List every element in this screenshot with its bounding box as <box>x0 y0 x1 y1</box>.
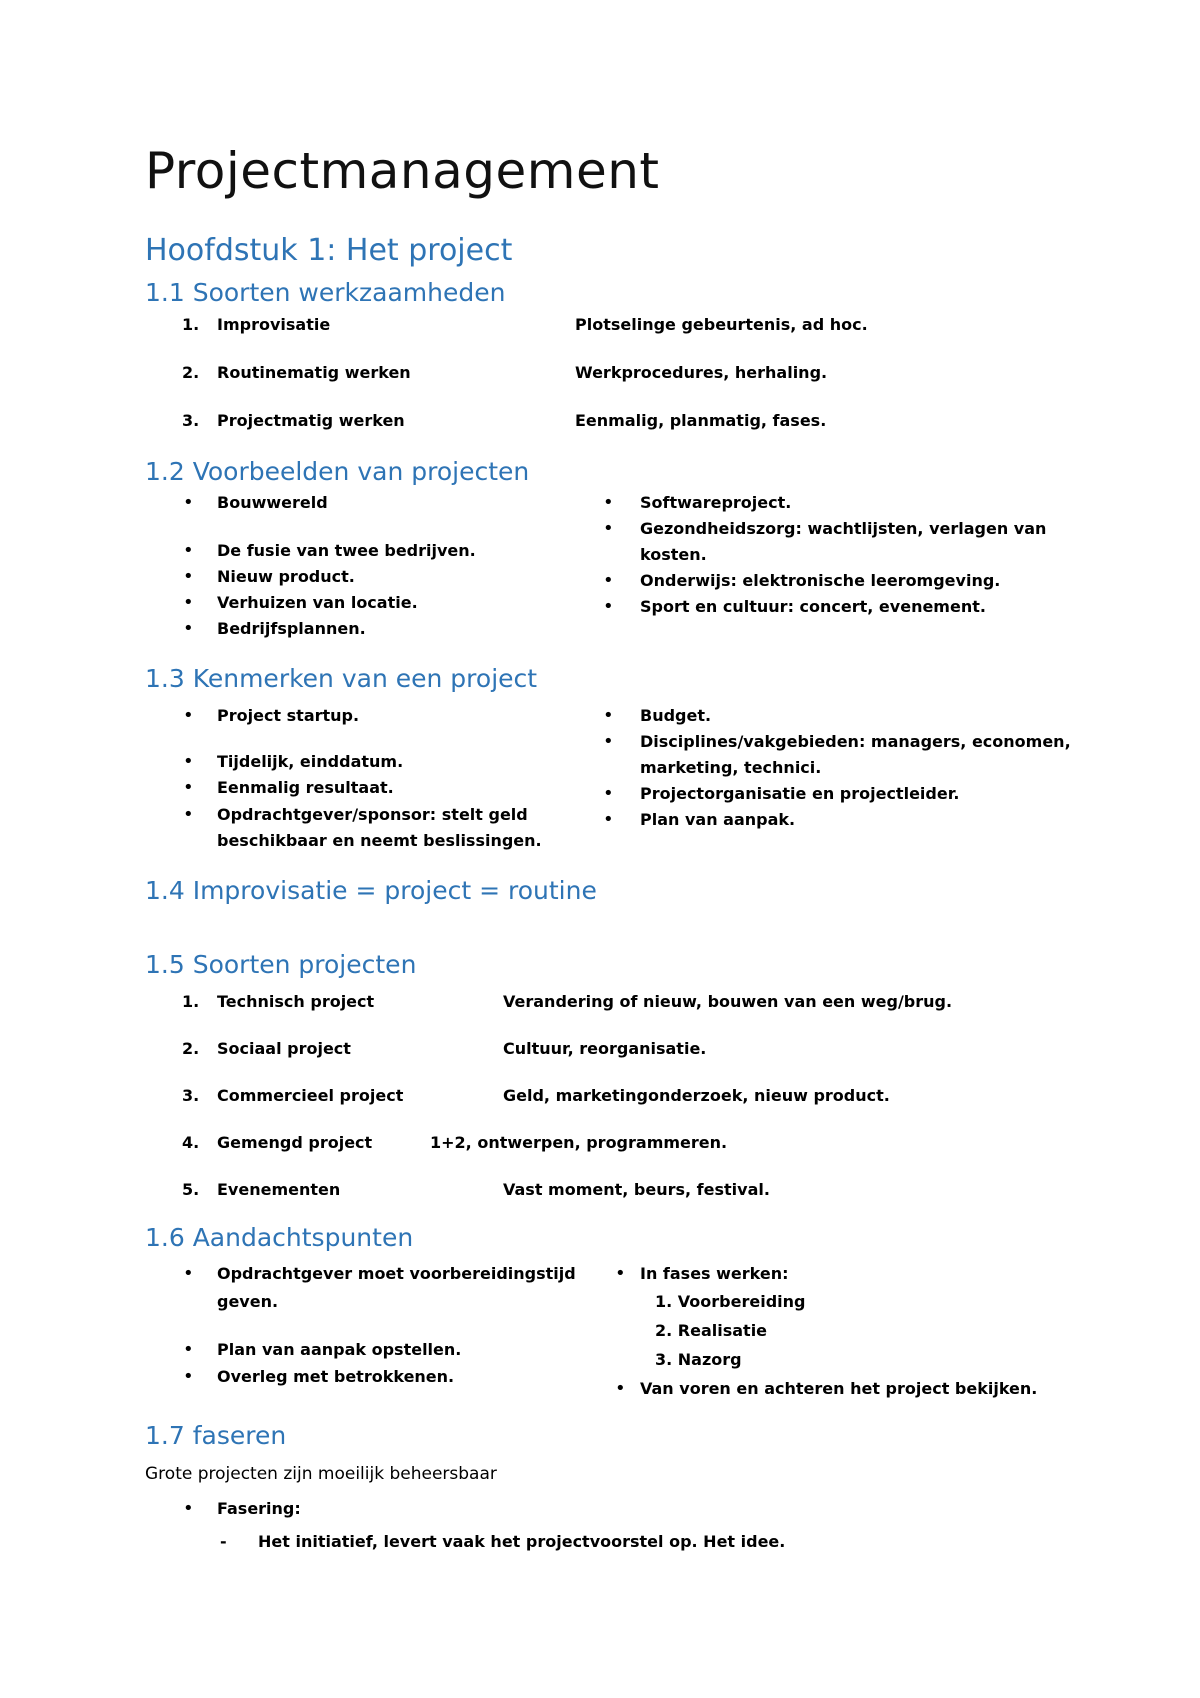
list-number: 1. <box>182 315 200 334</box>
bullet-icon: • <box>603 570 614 591</box>
list-item: Sport en cultuur: concert, evenement. <box>640 597 986 616</box>
bullet-icon: • <box>615 1378 626 1399</box>
list-item: Eenmalig resultaat. <box>217 778 394 797</box>
list-number: 3. <box>182 411 200 430</box>
list-number: 2. <box>182 363 200 382</box>
list-item-continuation: geven. <box>217 1292 279 1311</box>
paragraph: Grote projecten zijn moeilijk beheersbaar <box>145 1464 497 1484</box>
list-number: 3. <box>182 1086 200 1105</box>
section-heading-1-4: 1.4 Improvisatie = project = routine <box>145 876 597 905</box>
list-item-description: Geld, marketingonderzoek, nieuw product. <box>503 1086 890 1105</box>
bullet-icon: • <box>603 518 614 539</box>
list-item: Opdrachtgever/sponsor: stelt geld <box>217 805 528 824</box>
bullet-icon: • <box>183 592 194 613</box>
bullet-icon: • <box>603 809 614 830</box>
list-number: 2. <box>182 1039 200 1058</box>
list-item-term: Improvisatie <box>217 315 331 334</box>
bullet-icon: • <box>183 751 194 772</box>
list-item-description: Cultuur, reorganisatie. <box>503 1039 707 1058</box>
list-item-continuation: kosten. <box>640 545 707 564</box>
phase-item: 3. Nazorg <box>655 1350 742 1369</box>
list-item: Bouwwereld <box>217 493 328 512</box>
bullet-icon: • <box>183 1498 194 1519</box>
bullet-icon: • <box>183 1366 194 1387</box>
list-item: Nieuw product. <box>217 567 355 586</box>
list-item-term: Evenementen <box>217 1180 341 1199</box>
section-heading-1-2: 1.2 Voorbeelden van projecten <box>145 457 530 486</box>
list-item: Projectorganisatie en projectleider. <box>640 784 960 803</box>
dash-icon: - <box>220 1532 227 1551</box>
bullet-icon: • <box>183 705 194 726</box>
list-item-term: Commercieel project <box>217 1086 404 1105</box>
list-item: Gezondheidszorg: wachtlijsten, verlagen van <box>640 519 1047 538</box>
chapter-heading: Hoofdstuk 1: Het project <box>145 233 513 268</box>
list-item: Plan van aanpak opstellen. <box>217 1340 462 1359</box>
list-item: In fases werken: <box>640 1264 789 1283</box>
list-item-term: Projectmatig werken <box>217 411 405 430</box>
list-item: De fusie van twee bedrijven. <box>217 541 476 560</box>
list-item: Softwareproject. <box>640 493 792 512</box>
list-item-term: Sociaal project <box>217 1039 351 1058</box>
phase-item: 2. Realisatie <box>655 1321 768 1340</box>
section-heading-1-6: 1.6 Aandachtspunten <box>145 1223 414 1252</box>
list-number: 5. <box>182 1180 200 1199</box>
bullet-icon: • <box>183 777 194 798</box>
list-item: Opdrachtgever moet voorbereidingstijd <box>217 1264 576 1283</box>
list-item-continuation: beschikbaar en neemt beslissingen. <box>217 831 542 850</box>
bullet-icon: • <box>603 705 614 726</box>
document-title: Projectmanagement <box>145 142 660 200</box>
section-heading-1-5: 1.5 Soorten projecten <box>145 950 417 979</box>
list-number: 4. <box>182 1133 200 1152</box>
list-item: Overleg met betrokkenen. <box>217 1367 455 1386</box>
list-item-description: Verandering of nieuw, bouwen van een weg/brug. <box>503 992 953 1011</box>
bullet-icon: • <box>183 1339 194 1360</box>
list-item-description: 1+2, ontwerpen, programmeren. <box>430 1133 728 1152</box>
list-item: Disciplines/vakgebieden: managers, economen, <box>640 732 1071 751</box>
list-item: Fasering: <box>217 1499 301 1518</box>
list-item-continuation: marketing, technici. <box>640 758 822 777</box>
list-item: Van voren en achteren het project bekijken. <box>640 1379 1038 1398</box>
list-item-term: Technisch project <box>217 992 375 1011</box>
section-heading-1-3: 1.3 Kenmerken van een project <box>145 664 538 693</box>
list-item: Tijdelijk, einddatum. <box>217 752 404 771</box>
list-item-term: Gemengd project <box>217 1133 373 1152</box>
list-item: Verhuizen van locatie. <box>217 593 418 612</box>
bullet-icon: • <box>603 492 614 513</box>
phase-item: 1. Voorbereiding <box>655 1292 806 1311</box>
bullet-icon: • <box>615 1263 626 1284</box>
list-item: Project startup. <box>217 706 360 725</box>
list-item: Plan van aanpak. <box>640 810 796 829</box>
section-heading-1-7: 1.7 faseren <box>145 1421 287 1450</box>
bullet-icon: • <box>183 618 194 639</box>
bullet-icon: • <box>603 596 614 617</box>
list-item: Budget. <box>640 706 712 725</box>
list-item-description: Werkprocedures, herhaling. <box>575 363 828 382</box>
list-item-description: Plotselinge gebeurtenis, ad hoc. <box>575 315 868 334</box>
list-item-description: Eenmalig, planmatig, fases. <box>575 411 827 430</box>
bullet-icon: • <box>603 783 614 804</box>
bullet-icon: • <box>183 566 194 587</box>
section-heading-1-1: 1.1 Soorten werkzaamheden <box>145 278 506 307</box>
list-item-description: Vast moment, beurs, festival. <box>503 1180 770 1199</box>
list-item-term: Routinematig werken <box>217 363 411 382</box>
list-sub-item: Het initiatief, levert vaak het projectvoorstel op. Het idee. <box>258 1532 786 1551</box>
bullet-icon: • <box>183 804 194 825</box>
bullet-icon: • <box>183 1263 194 1284</box>
bullet-icon: • <box>183 492 194 513</box>
list-number: 1. <box>182 992 200 1011</box>
bullet-icon: • <box>603 731 614 752</box>
list-item: Onderwijs: elektronische leeromgeving. <box>640 571 1001 590</box>
bullet-icon: • <box>183 540 194 561</box>
list-item: Bedrijfsplannen. <box>217 619 366 638</box>
